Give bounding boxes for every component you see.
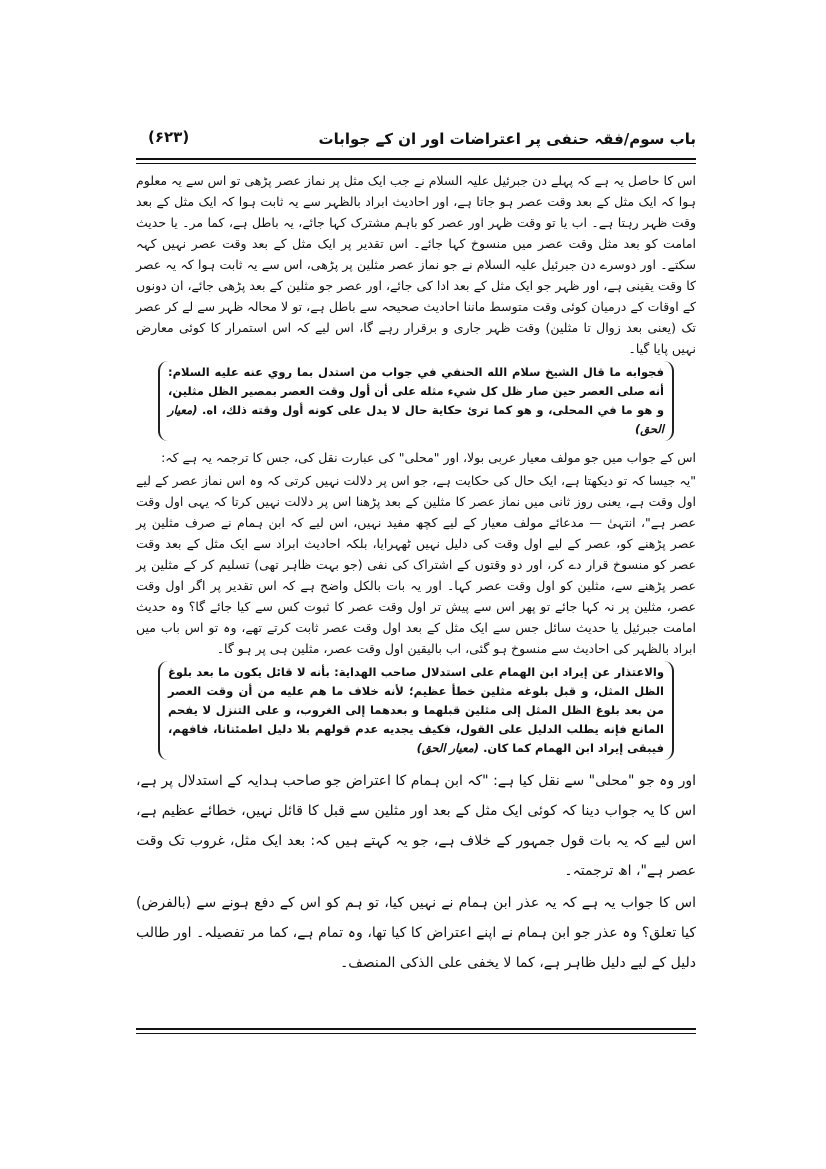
header-rule-thin <box>136 163 696 164</box>
paragraph-1: اس کا حاصل یہ ہے کہ پہلے دن جبرئیل علیہ السلام نے جب ایک مثل پر نماز عصر پڑھی تو اس سے یہ معلوم ہوا کہ ایک مثل کے بعد وقت عصر ہو جاتا ہے، اور احادیث ابراد بالظہر سے یہ ثابت ہوا کہ ایک مثل کے بعد وقت ظہر رہتا ہے۔ اب یا تو وقت ظہر اور عصر کو باہم مشترک کہا جائے، یہ باطل ہے، کما مر۔ یا حدیث امامت کو بعد مثل وقت عصر میں منسوخ کہا جائے۔ اس تقدیر پر ایک مثل کے بعد وقت عصر نہیں کہہ سکتے۔ اور دوسرے دن جبرئیل علیہ السلام نے جو نماز عصر مثلین پر پڑھی، اس سے یہ ثابت ہوا کہ یہ عصر کا وقت یقینی ہے، اور ظہر جو ایک مثل کے بعد ادا کی جائے، اور عصر جو مثلین کے بعد پڑھی جائے، ان دونوں کے اوقات کے درمیان کوئی وقت متوسط ماننا احادیث صحیحہ سے باطل ہے، تو لا محالہ ظہر سے لے کر عصر تک (یعنی بعد زوال تا مثلین) وقت ظہر جاری و برقرار رہے گا، اس لیے کہ اس استمرار کا کوئی معارض نہیں پایا گیا۔ <box>136 173 696 356</box>
arabic-quote-2 <box>158 661 674 760</box>
footer-rule-thin <box>136 1033 696 1034</box>
quote-1-text: فجوابه ما قال الشيخ سلام الله الحنفي في جواب من استدل بما روي عنه عليه السلام: أنه صلى العصر حين صار ظل كل شيء مثله على أن أول وقت العصر بمصير الظل مثلين، و هو ما في المحلى، و هو كما ترئ حكاية حال لا يدل على كونه أول وقته ذلك، اه. <box>168 365 664 417</box>
quote-2-text: والاعتذار عن إيراد ابن الهمام على استدلال صاحب الهداية: بأنه لا قائل يكون ما بعد بلوغ الظل المثل، و قبل بلوغه مثلين خطأ عظيم؛ لأنه خلاف ما هم عليه من أن وقت العصر من بعد بلوغ الظل المثل إلى مثلين قبلهما و بعدهما إلى الغروب، و على التنزل لا يفحم المانع فإنه يطلب الدليل على القول، فكيف يجديه عدم قولهم بلا دليل اطمئنانا، فافهم، فيبقى إيراد ابن الهمام كما كان. <box>168 665 664 755</box>
chapter-title: باب سوم/فقہ حنفی پر اعتراضات اور ان کے جوابات <box>318 130 696 148</box>
footer-rule <box>136 1028 696 1030</box>
quote-2-attribution: (معیار الحق) <box>416 741 480 755</box>
paragraph-4: اور وہ جو "محلی" سے نقل کیا ہے: "کہ ابن ہمام کا اعتراض جو صاحب ہدایہ کے استدلال پر ہے، اس کا یہ جواب دینا کہ کوئی ایک مثل کے بعد اور مثلین سے قبل کا قائل نہیں، خطائے عظیم ہے، اس لیے کہ یہ بات قول جمہور کے خلاف ہے، جو یہ کہتے ہیں کہ: بعد ایک مثل، غروب تک وقت عصر ہے"، اھ ترجمتہ۔ <box>136 773 696 879</box>
header-rule <box>136 158 696 160</box>
paragraph-5: اس کا جواب یہ ہے کہ یہ عذر ابن ہمام نے نہیں کیا، تو ہم کو اس کے دفع ہونے سے (بالفرض) کیا تعلق؟ وہ عذر جو ابن ہمام نے اپنے اعتراض کا کیا تھا، وہ تمام ہے، کما مر تفصیلہ۔ اور طالب دلیل کے لیے دلیل ظاہر ہے، کما لا یخفی علی الذکی المنصف۔ <box>136 895 696 971</box>
body-text <box>136 170 696 980</box>
paragraph-2: اس کے جواب میں جو مولف معیار عربی بولا، اور "محلی" کی عبارت نقل کی، جس کا ترجمہ یہ ہے کہ: <box>161 450 696 465</box>
quote-1-attribution: (معیار الحق) <box>168 403 664 436</box>
page-number: (۶۲۳) <box>148 128 190 146</box>
arabic-quote-1 <box>158 361 674 441</box>
paragraph-3: "یہ جیسا کہ تو دیکھتا ہے، ایک حال کی حکایت ہے، جو اس پر دلالت نہیں کرتی کہ وہ اس نماز عصر کے لیے اول وقت ہے، یعنی روز ثانی میں نماز عصر کا مثلین کے بعد پڑھنا اس پر دلالت نہیں کرتا کہ یہی اول وقت عصر ہے"، انتہیٰ — مدعائے مولف معیار کے لیے کچھ مفید نہیں، اس لیے کہ ابن ہمام نے صرف مثلین پر عصر پڑھنے کو، عصر کے لیے اول وقت کی دلیل نہیں ٹھہرایا، بلکہ احادیث ابراد سے ایک مثل کے بعد وقت عصر کو منسوخ قرار دے کر، اور دو وقتوں کے اشتراک کی نفی (جو بہت ظاہر تھی) تسلیم کر کے مثلین پر عصر پڑھنے سے، مثلین کو اول وقت عصر کہا۔ اور یہ بات بالکل واضح ہے کہ اس تقدیر پر اگر اول وقت عصر، مثلین پر نہ کہا جائے تو پھر اس سے پیش تر اول وقت عصر کا ثبوت کس سے کیا جائے گا؟ وہ حدیث امامت جبرئیل یا حدیث سائل جس سے ایک مثل کے بعد اول وقت عصر ثابت کرتے تھے، وہ تو اس باب میں ابراد بالظہر کی احادیث سے منسوخ ہو گئی، اب بالیقین اول وقت عصر، مثلین ہی پر ہو گا۔ <box>136 473 696 656</box>
page-header <box>136 128 696 154</box>
